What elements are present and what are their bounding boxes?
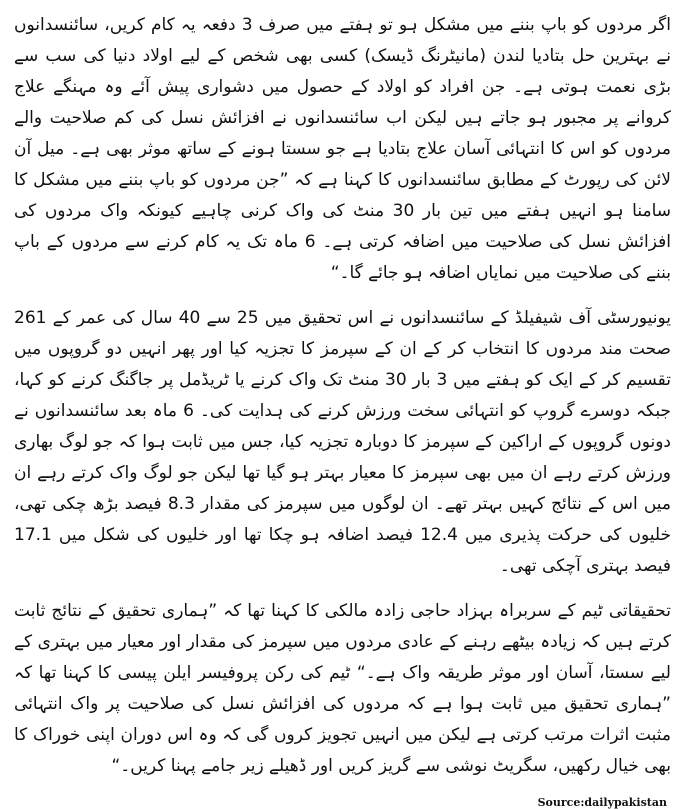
article-paragraph-study: یونیورسٹی آف شیفیلڈ کے سائنسدانوں نے اس تحقیق میں 25 سے 40 سال کی عمر کے 261 صحت مند مردوں کا انتخاب کر کے ان کے سپرمز کا تجزیہ کیا اور پھر انہیں دو گروپوں میں تقسیم کر کے ایک کو ہفتے میں 3 بار 30 منٹ تک واک کرنے یا ٹریڈمل پر جاگنگ کرنے کو کہا، جبکہ دوسرے گروپ کو انتہائی سخت ورزش کرنے کی ہدایت کی۔ 6 ماہ بعد سائنسدانوں نے دونوں گروپوں کے اراکین کے سپرمز کا دوبارہ تجزیہ کیا، جس میں ثابت ہوا کہ جو لوگ بھاری ورزش کرتے رہے ان میں بھی سپرمز کا معیار بہتر ہو گیا تھا لیکن جو لوگ واک کرتے رہے ان میں اس کے نتائج کہیں بہتر تھے۔ ان لوگوں میں سپرمز کی مقدار 8.3 فیصد بڑھ چکی تھی، خلیوں کی حرکت پذیری میں 12.4 فیصد اضافہ ہو چکا تھا اور خلیوں کی شکل میں 17.1 فیصد بہتری آچکی تھی۔: [14, 308, 672, 576]
article-paragraph-intro: اگر مردوں کو باپ بننے میں مشکل ہو تو ہفتے میں صرف 3 دفعہ یہ کام کریں، سائنسدانوں نے بہترین حل بتادیا لندن (مانیٹرنگ ڈیسک) کسی بھی شخص کے لیے اولاد دنیا کی سب سے بڑی نعمت ہوتی ہے۔ جن افراد کو اولاد کے حصول میں دشواری پیش آئے وہ مہنگے علاج کروانے پر مجبور ہو جاتے ہیں لیکن اب سائنسدانوں نے افزائش نسل کی کم صلاحیت والے مردوں کو اس کا انتہائی آسان علاج بتادیا ہے جو سستا ہونے کے ساتھ موثر بھی ہے۔ میل آن لائن کی رپورٹ کے مطابق سائنسدانوں کا کہنا ہے کہ ”جن مردوں کو باپ بننے میں مشکل کا سامنا ہو انہیں ہفتے میں تین بار 30 منٹ کی واک کرنی چاہیے کیونکہ واک مردوں کی افزائش نسل کی صلاحیت میں اضافہ کرتی ہے۔ 6 ماہ تک یہ کام کرنے سے مردوں کے باپ بننے کی صلاحیت میں نمایاں اضافہ ہو جائے گا۔“: [14, 15, 671, 283]
article-paragraph-quotes: تحقیقاتی ٹیم کے سربراہ بہزاد حاجی زادہ مالکی کا کہنا تھا کہ ”ہماری تحقیق کے نتائج ثابت کرتے ہیں کہ زیادہ بیٹھے رہنے کے عادی مردوں میں سپرمز کی مقدار اور معیار میں بہتری کے لیے سستا، آسان اور موثر طریقہ واک ہے۔“ ٹیم کی رکن پروفیسر ایلن پیسی کا کہنا تھا کہ ”ہماری تحقیق میں ثابت ہوا ہے کہ مردوں کی افزائش نسل کی صلاحیت پر واک انتہائی مثبت اثرات مرتب کرتی ہے لیکن میں انہیں تجویز کروں گی کہ وہ اس دوران اپنی خوراک کا بھی خیال رکھیں، سگریٹ نوشی سے گریز کریں اور ڈھیلے زیر جامے پہنا کریں۔“: [14, 601, 671, 776]
source-credit: Source:dailypakistan: [537, 796, 667, 809]
